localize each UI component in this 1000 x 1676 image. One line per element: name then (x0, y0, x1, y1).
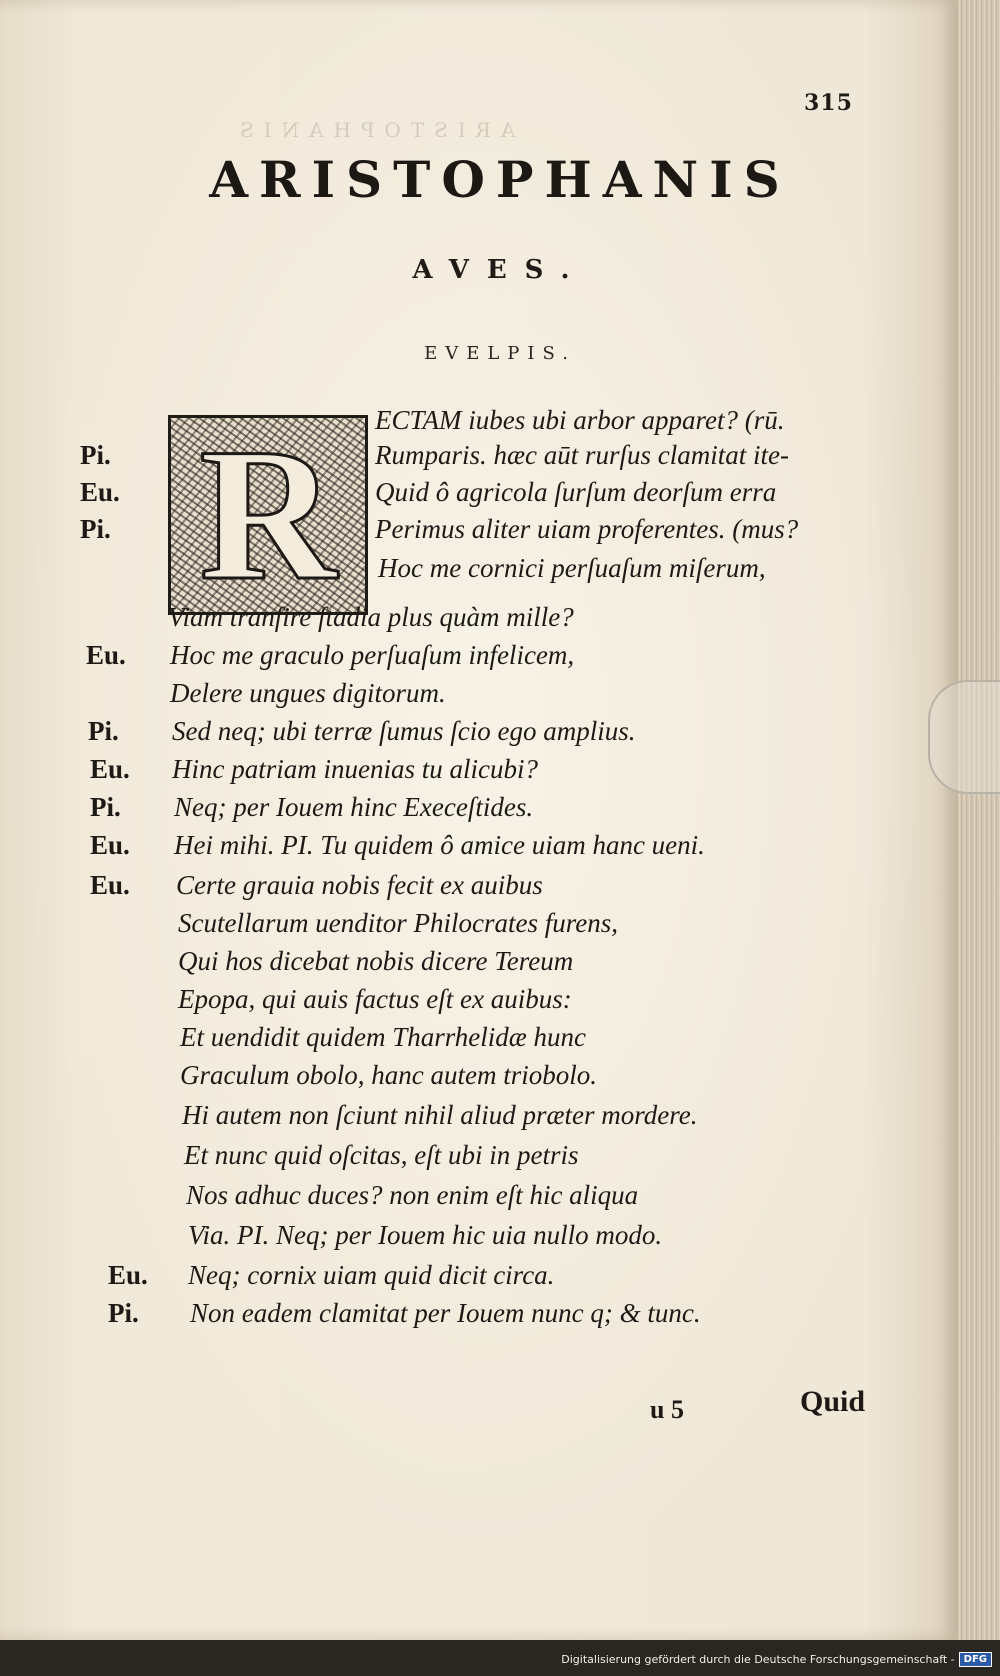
decorated-initial (168, 410, 368, 620)
speaker-label: Eu. (90, 830, 130, 860)
verse-line: Hoc me cornici perſuaſum miſerum, (378, 553, 766, 583)
verse-line: Hi autem non ſciunt nihil aliud præter mordere. (182, 1100, 698, 1130)
verse-line: Non eadem clamitat per Iouem nunc q; & tunc. (190, 1298, 701, 1328)
speaker-label: Eu. (90, 870, 130, 900)
speaker-label: Eu. (90, 754, 130, 784)
speaker-label: Pi. (80, 440, 111, 470)
footer-credit (561, 1652, 992, 1667)
verse-line: Scutellarum uenditor Philocrates furens, (178, 908, 618, 938)
verse-line: Nos adhuc duces? non enim eſt hic aliqua (186, 1180, 639, 1210)
verse-line: Perimus aliter uiam proferentes. (mus? (375, 514, 799, 544)
speaker-heading: EVELPIS. (424, 343, 576, 364)
speaker-label: Pi. (108, 1298, 139, 1328)
verse-line: Hinc patriam inuenias tu alicubi? (172, 754, 538, 784)
speaker-label: Pi. (80, 514, 111, 544)
speaker-label: Pi. (88, 716, 119, 746)
initial-letter: R (199, 410, 337, 620)
verse-line: Hoc me graculo perſuaſum infelicem, (170, 640, 575, 670)
catchword: Quid (800, 1385, 866, 1418)
page-clip (928, 680, 1000, 794)
verse-line: Hei mihi. PI. Tu quidem ô amice uiam hanc ueni. (174, 830, 705, 860)
speaker-label: Pi. (90, 792, 121, 822)
page-edges (958, 0, 1000, 1640)
speaker-label: Eu. (86, 640, 126, 670)
speaker-label: Eu. (80, 477, 120, 507)
verse-line: Rumparis. hæc aūt rurſus clamitat ite- (375, 440, 789, 470)
dfg-logo: DFG (959, 1652, 992, 1667)
verse-line: Neq; cornix uiam quid dicit circa. (188, 1260, 555, 1290)
verse-line: Quid ô agricola ſurſum deorſum erra (375, 477, 777, 507)
verse-line: Epopa, qui auis factus eſt ex auibus: (178, 984, 572, 1014)
verse-line: Et nunc quid oſcitas, eſt ubi in petris (184, 1140, 579, 1170)
verse-line: Delere ungues digitorum. (170, 678, 446, 708)
page-title: ARISTOPHANIS (209, 150, 791, 209)
verse-line: Neq; per Iouem hinc Execeſtides. (174, 792, 534, 822)
page-number: 315 (804, 90, 853, 116)
verse-line: Certe grauia nobis fecit ex auibus (176, 870, 543, 900)
verse-line: Sed neq; ubi terræ ſumus ſcio ego amplius. (172, 716, 636, 746)
verse-line: Et uendidit quidem Tharrhelidæ hunc (180, 1022, 586, 1052)
verse-line: Via. PI. Neq; per Iouem hic uia nullo modo. (188, 1220, 663, 1250)
speaker-label: Eu. (108, 1260, 148, 1290)
bleed-through-text: ARISTOPHANIS (230, 118, 516, 142)
play-title: AVES. (412, 255, 588, 285)
verse-line: Qui hos dicebat nobis dicere Tereum (178, 946, 574, 976)
verse-line: ECTAM iubes ubi arbor apparet? (rū. (375, 405, 785, 435)
footer-credit-text: Digitalisierung gefördert durch die Deutsche Forschungsgemeinschaft - (561, 1653, 955, 1666)
signature-mark: u 5 (650, 1395, 684, 1424)
verse-line: Graculum obolo, hanc autem triobolo. (180, 1060, 597, 1090)
verse-line: Viam tranſire ſtadia plus quàm mille? (168, 602, 574, 632)
